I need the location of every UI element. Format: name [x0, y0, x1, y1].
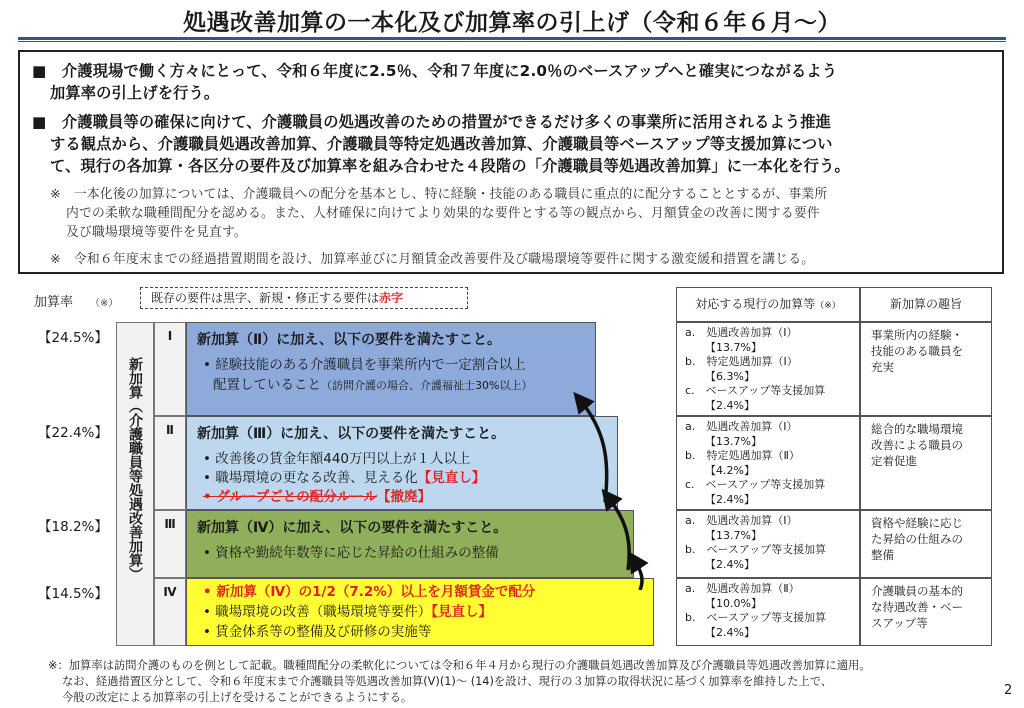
row-1-purpose-0: 事業所内の経験・	[871, 328, 963, 342]
row-1-purpose-1: 技能のある職員を	[871, 344, 963, 358]
table-row-1-current	[676, 322, 860, 416]
rate-label: 加算率	[34, 295, 74, 310]
tier-3-item-1: • 資格や勤続年数等に応じた昇給の仕組みの整備	[203, 545, 499, 561]
tier-4-item-1	[203, 582, 535, 602]
row-1-current-3: 【6.3%】	[705, 369, 755, 383]
page-number: 2	[1004, 683, 1013, 698]
rate-tier-3: 【18.2%】	[38, 519, 108, 535]
tier-4-item-2-text: • 職場環境の改善（職場環境等要件）	[203, 604, 432, 620]
tier-1-item-1b-note: （訪問介護の場合、介護福祉士30%以上）	[321, 379, 533, 392]
legend-text: 既存の要件は黒字、新規・修正する要件は	[151, 291, 380, 305]
row-1-current-2: b. 特定処遇加算（Ⅰ）	[685, 355, 798, 368]
row-3-purpose	[871, 515, 963, 563]
table-header-current-text	[677, 288, 859, 322]
row-2-current-5: 【2.4%】	[705, 492, 755, 506]
table-row-1-purpose	[860, 322, 992, 416]
summary-note1-line2: 内での柔軟な職種間配分を認める。また、人材確保に向けてより効果的な要件とする等の観点から、月額賃金の改善に関する要件	[66, 206, 820, 221]
row-3-current-0: a. 処遇改善加算（Ⅰ）	[685, 514, 798, 527]
row-1-current-4: c. ベースアップ等支援加算	[685, 384, 826, 397]
row-2-current-1: 【13.7%】	[705, 434, 762, 448]
row-3-current-2: b. ベースアップ等支援加算	[685, 543, 827, 556]
tier-2-item-3-red: 【撤廃】	[376, 489, 431, 505]
legend-box	[140, 287, 468, 309]
tier-1-box	[186, 322, 596, 416]
row-1-current-5: 【2.4%】	[705, 398, 755, 412]
new-addition-vertical-label: 新加算（介護職員等処遇改善加算）	[116, 322, 154, 646]
row-3-purpose-1: た昇給の仕組みの	[871, 532, 963, 546]
tier-4-item-3: • 賃金体系等の整備及び研修の実施等	[203, 624, 432, 640]
tier-1-item-1: • 経験技能のある介護職員を事業所内で一定割合以上	[203, 357, 526, 373]
rate-label-note: （※）	[90, 298, 119, 309]
tier-2-item-3-strike: • グループごとの配分ルール	[203, 489, 377, 505]
summary-note1-line1: ※ 一本化後の加算については、介護職員への配分を基本とし、特に経験・技能のある職員に重点的に配分することとするが、事業所	[50, 187, 828, 202]
summary-box	[18, 50, 1004, 274]
row-4-current-1: 【10.0%】	[705, 596, 762, 610]
row-1-purpose	[871, 327, 963, 375]
arrow-3-to-2-icon	[608, 497, 629, 570]
row-3-purpose-2: 整備	[871, 548, 894, 562]
row-4-purpose-0: 介護職員の基本的	[871, 584, 963, 598]
summary-p2-line1: ■ 介護職員等の確保に向けて、介護職員の処遇改善のための措置ができるだけ多くの事業所に活用されるよう推進	[32, 113, 832, 131]
rate-tier-4: 【14.5%】	[38, 586, 108, 602]
row-2-current-2: b. 特定処遇加算（Ⅱ）	[685, 449, 800, 462]
summary-p2-line3: て、現行の各加算・各区分の要件及び加算率を組み合わせた４段階の「介護職員等処遇改善加算」に一本化を行う。	[50, 157, 850, 175]
row-2-purpose-0: 総合的な職場環境	[871, 422, 963, 436]
row-4-current-2: b. ベースアップ等支援加算	[685, 611, 827, 624]
table-header-current	[676, 287, 860, 322]
row-4-current-list	[685, 582, 826, 640]
row-3-current-1: 【13.7%】	[705, 528, 762, 542]
table-row-2-current	[676, 416, 860, 510]
row-3-current-3: 【2.4%】	[705, 557, 755, 571]
upgrade-arrows	[560, 380, 660, 590]
row-2-current-3: 【4.2%】	[705, 463, 755, 477]
row-1-current-0: a. 処遇改善加算（Ⅰ）	[685, 326, 798, 339]
table-row-4-purpose	[860, 578, 992, 646]
table-row-2-purpose	[860, 416, 992, 510]
row-2-purpose-2: 定着促進	[871, 454, 917, 468]
tier-1-item-1b-text: 配置していること	[213, 377, 321, 393]
row-1-current-1: 【13.7%】	[705, 340, 762, 354]
tier-1-title: 新加算（Ⅱ）に加え、以下の要件を満たすこと。	[197, 332, 502, 348]
tier-2-item-2-red: 【見直し】	[417, 470, 486, 486]
tier-number-2: Ⅱ	[154, 416, 186, 510]
row-4-purpose	[871, 583, 963, 631]
row-3-purpose-0: 資格や経験に応じ	[871, 516, 963, 530]
tier-1-item-1b	[213, 375, 532, 396]
row-2-current-4: c. ベースアップ等支援加算	[685, 478, 826, 491]
tier-2-item-1: • 改善後の賃金年額440万円以上が１人以上	[203, 451, 471, 467]
tier-2-item-2-text: • 職場環境の更なる改善、見える化	[203, 470, 418, 486]
row-2-purpose	[871, 421, 963, 469]
tier-number-3: Ⅲ	[154, 510, 186, 578]
table-header-purpose-text: 新加算の趣旨	[889, 297, 962, 311]
summary-p2-line2: する観点から、介護職員処遇改善加算、介護職員等特定処遇改善加算、介護職員等ベースアップ等支援加算につい	[50, 135, 833, 153]
tier-3-title: 新加算（Ⅳ）に加え、以下の要件を満たすこと。	[197, 520, 508, 536]
table-row-3-current	[676, 510, 860, 578]
page-title: 処遇改善加算の一本化及び加算率の引上げ（令和６年６月～）	[183, 10, 841, 36]
legend-red-text: 赤字	[379, 291, 404, 305]
row-2-current-list	[685, 420, 825, 507]
table-row-3-purpose	[860, 510, 992, 578]
row-2-current-0: a. 処遇改善加算（Ⅰ）	[685, 420, 798, 433]
footnote-line-2: なお、経過措置区分として、令和６年度末まで介護職員等処遇改善加算(Ⅴ)(1)～ (14)を設け、現行の３加算の取得状況に基づく加算率を維持した上で、	[62, 675, 833, 688]
footnote-line-3: 今般の改定による加算率の引上げを受けることができるようにする。	[62, 691, 413, 704]
table-header-current-label: 対応する現行の加算等	[695, 297, 816, 311]
row-1-purpose-2: 充実	[871, 360, 894, 374]
arrow-2-to-1-icon	[580, 400, 607, 502]
arrow-4-to-3-icon	[634, 560, 642, 590]
tier-number-4: Ⅳ	[154, 578, 186, 646]
table-header-current-note: （※）	[815, 301, 841, 311]
tier-2-box	[186, 416, 618, 510]
row-4-purpose-1: な待遇改善・ベー	[871, 600, 963, 614]
tier-2-item-3	[203, 487, 431, 507]
row-2-purpose-1: 改善による職員の	[871, 438, 963, 452]
row-1-current-list	[685, 326, 825, 413]
summary-p1-line2: 加算率の引上げを行う。	[50, 84, 220, 102]
summary-note1-line3: 及び職場環境等要件を見直す。	[66, 225, 247, 240]
row-4-purpose-2: スアップ等	[871, 616, 928, 630]
tier-2-item-2	[203, 468, 485, 488]
rate-tier-2: 【22.4%】	[38, 425, 108, 441]
tier-number-1: Ⅰ	[154, 322, 186, 416]
summary-note2: ※ 令和６年度末までの経過措置期間を設け、加算率並びに月額賃金改善要件及び職場環境等要件に関する激変緩和措置を講じる。	[50, 252, 815, 267]
footnote	[48, 658, 871, 706]
rate-tier-1: 【24.5%】	[38, 330, 108, 346]
summary-p1-line1: ■ 介護現場で働く方々にとって、令和６年度に2.5％、令和７年度に2.0％のベースアップへと確実につながるよう	[32, 62, 838, 80]
title-rule	[18, 37, 1006, 40]
table-row-4-current	[676, 578, 860, 646]
row-4-current-3: 【2.4%】	[705, 625, 755, 639]
row-4-current-0: a. 処遇改善加算（Ⅱ）	[685, 582, 800, 595]
footnote-line-1: ※：加算率は訪問介護のものを例として記載。職種間配分の柔軟化については令和６年４月から現行の介護職員処遇改善加算及び介護職員等処遇改善加算に適用。	[48, 659, 871, 672]
tier-2-title: 新加算（Ⅲ）に加え、以下の要件を満たすこと。	[197, 426, 506, 442]
tier-4-item-1-red: • 新加算（Ⅳ）の1/2（7.2%）以上を月額賃金で配分	[203, 584, 536, 600]
title-rule-thin	[18, 41, 1006, 42]
row-3-current-list	[685, 514, 826, 572]
tier-4-item-2-red: 【見直し】	[431, 604, 493, 620]
tier-4-item-2	[203, 602, 492, 622]
table-header-purpose	[860, 287, 992, 322]
